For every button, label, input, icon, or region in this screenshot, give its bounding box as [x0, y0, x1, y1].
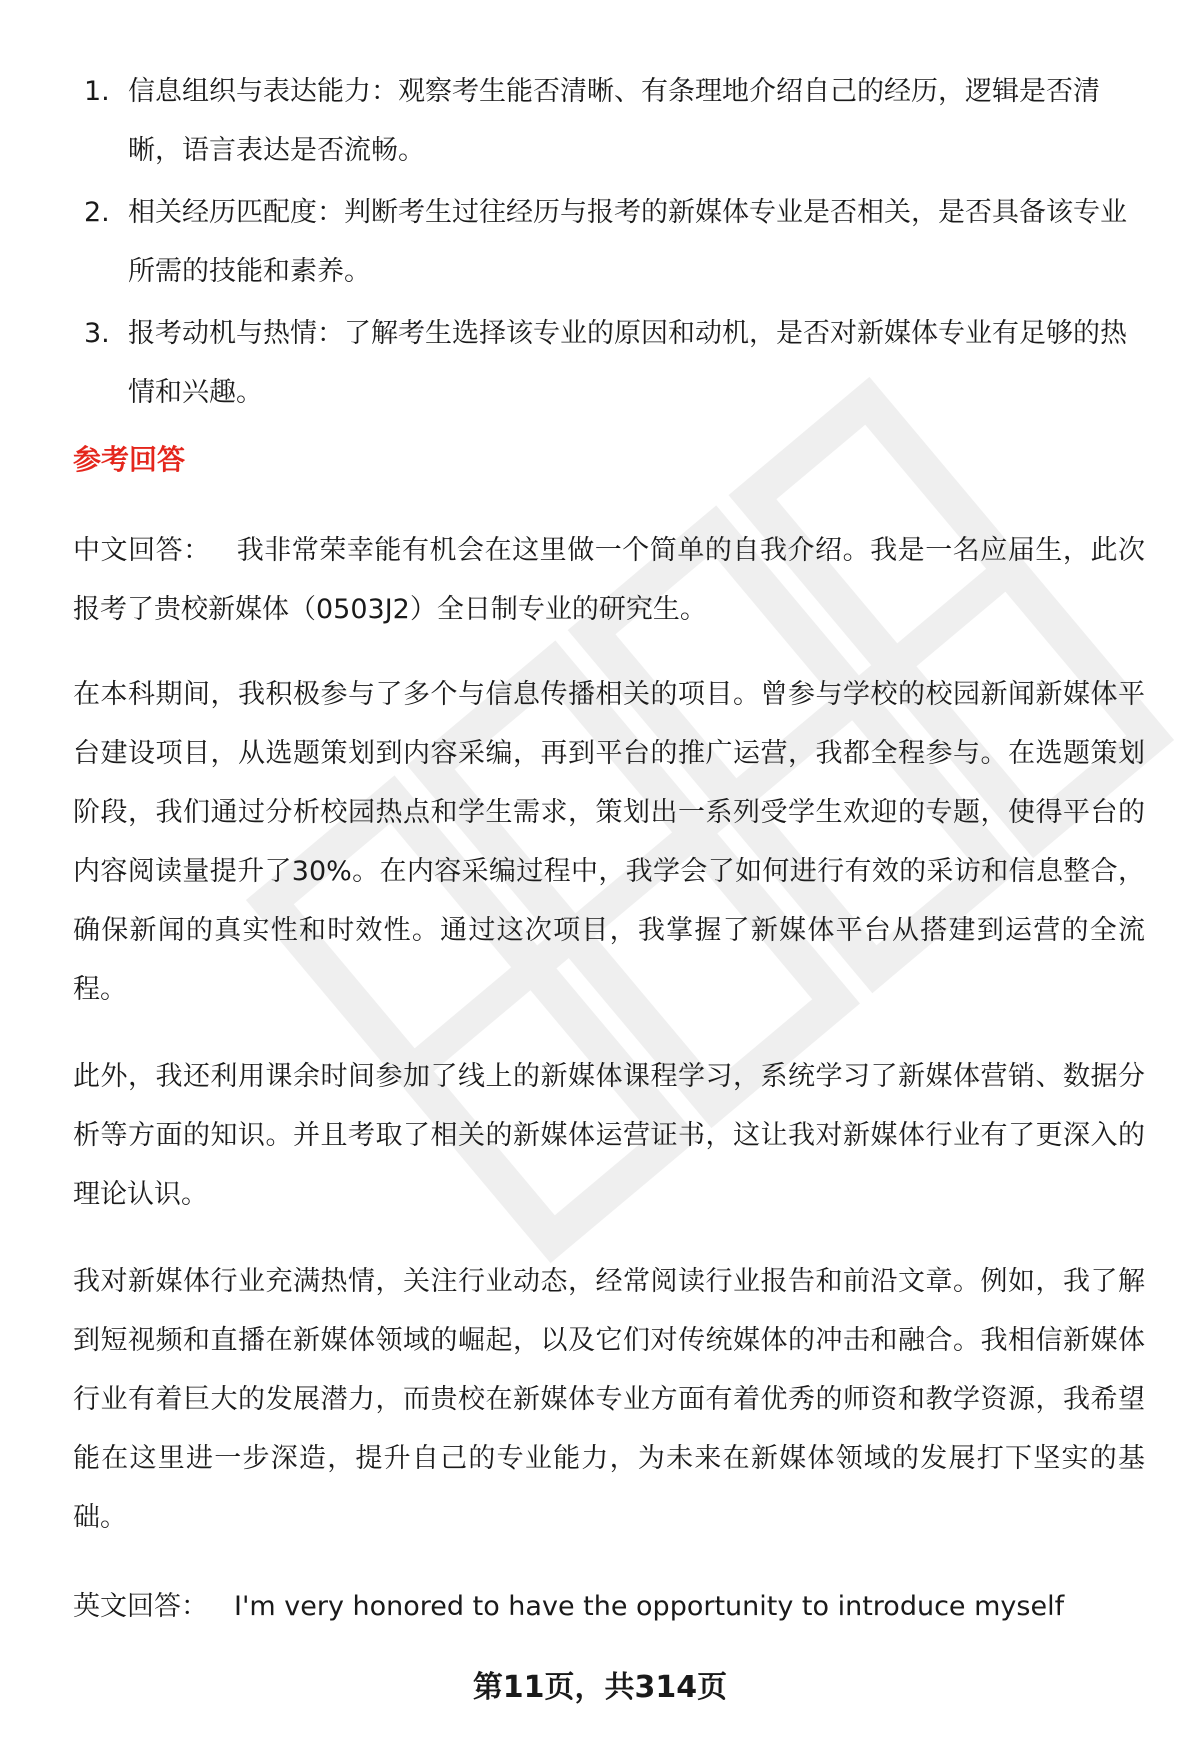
page-footer: 第11页，共314页 [472, 1670, 728, 1705]
criteria-list [84, 62, 1144, 425]
english-answer-text: I'm very honored to have the opportunity to introduce myself [234, 1591, 1065, 1622]
chinese-answer-text: 我非常荣幸能有机会在这里做一个简单的自我介绍。我是一名应届生，此次报考了贵校新媒体（0503J2）全日制专业的研究生。 [73, 535, 1145, 625]
list-item [84, 183, 1144, 301]
list-item-text: 信息组织与表达能力：观察考生能否清晰、有条理地介绍自己的经历，逻辑是否清晰，语言表达是否流畅。 [128, 76, 1100, 166]
list-item-text: 报考动机与热情：了解考生选择该专业的原因和动机，是否对新媒体专业有足够的热情和兴趣。 [128, 318, 1127, 408]
list-item-number: 3. [84, 318, 110, 349]
body-paragraph: 我对新媒体行业充满热情，关注行业动态，经常阅读行业报告和前沿文章。例如，我了解到短视频和直播在新媒体领域的崛起，以及它们对传统媒体的冲击和融合。我相信新媒体行业有着巨大的发展潜力，而贵校在新媒体专业方面有着优秀的师资和教学资源，我希望能在这里进一步深造，提升自己的专业能力，为未来在新媒体领域的发展打下坚实的基础。 [73, 1266, 1145, 1533]
chinese-answer-label: 中文回答： [73, 535, 211, 566]
list-item-number: 1. [84, 76, 110, 107]
english-answer-label: 英文回答： [73, 1591, 208, 1622]
list-item-text: 相关经历匹配度：判断考生过往经历与报考的新媒体专业是否相关，是否具备该专业所需的技能和素养。 [128, 197, 1127, 287]
body-paragraph: 在本科期间，我积极参与了多个与信息传播相关的项目。曾参与学校的校园新闻新媒体平台建设项目，从选题策划到内容采编，再到平台的推广运营，我都全程参与。在选题策划阶段，我们通过分析校园热点和学生需求，策划出一系列受学生欢迎的专题，使得平台的内容阅读量提升了30%。在内容采编过程中，我学会了如何进行有效的采访和信息整合，确保新闻的真实性和时效性。通过这次项目，我掌握了新媒体平台从搭建到运营的全流程。 [73, 679, 1145, 1005]
list-item [84, 62, 1144, 180]
section-title: 参考回答 [73, 443, 186, 476]
list-item [84, 304, 1144, 422]
body-paragraph: 此外，我还利用课余时间参加了线上的新媒体课程学习，系统学习了新媒体营销、数据分析等方面的知识。并且考取了相关的新媒体运营证书，这让我对新媒体行业有了更深入的理论认识。 [73, 1061, 1145, 1210]
english-answer-paragraph [73, 1577, 1145, 1636]
chinese-answer-paragraph [73, 521, 1145, 639]
list-item-number: 2. [84, 197, 110, 228]
